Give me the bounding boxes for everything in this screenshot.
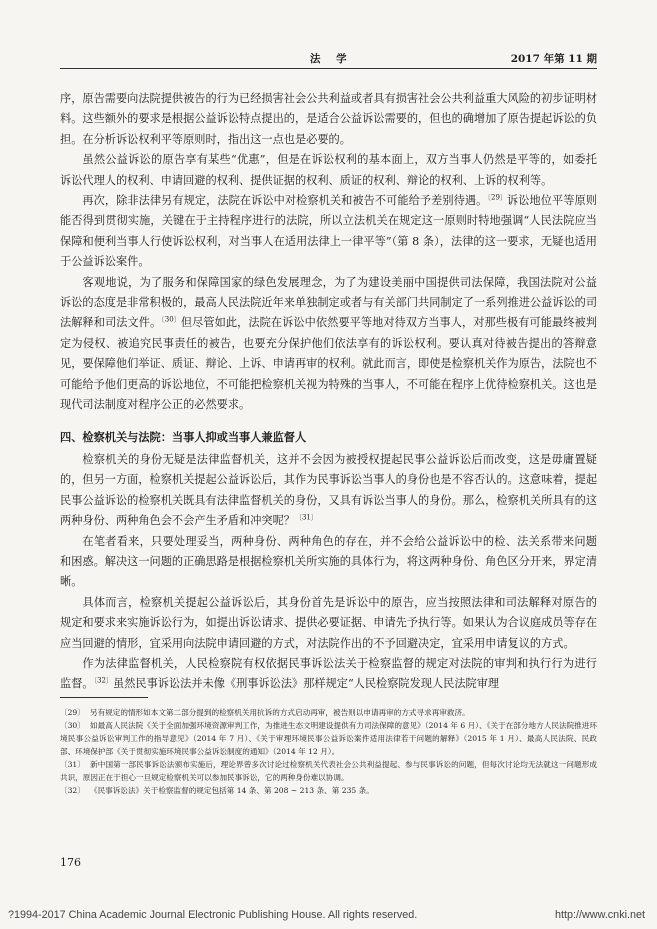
footnote-rule: [60, 697, 148, 698]
page-number: 176: [60, 856, 81, 869]
footnote-item: 〔29〕 另有规定的情形如本文第二部分提到的检察机关用抗诉的方式启动再审，被告则以申请再审的方式寻求再审救济。: [60, 708, 470, 717]
footnote-item: 〔32〕 《民事诉讼法》关于检察监督的规定包括第 14 条、第 208 ~ 213 条、第 235 条。: [60, 786, 374, 795]
body-paragraph: 在笔者看来，只要处理妥当，两种身份、两种角色的存在，并不会给公益诉讼中的检、法关系带来问题和困惑。解决这一问题的正确思路是根据检察机关所实施的具体行为，将这两种身份、角色区分开来，界定清晰。: [60, 534, 598, 589]
footnote-item: 〔30〕 如最高人民法院《关于全面加强环境资源审判工作，为推进生态文明建设提供有力司法保障的意见》（2014 年 6 月）、《关于在部分地方人民法院推进环境民事公益诉讼审判工作的指导意见》（2014 年 7 月）、《关于审理环境民事公益诉讼案件适用法律若干问题的解释》（2015 年 1 月）、最高人民法院、民政部、环境保护部《关于贯彻实施环境民事公益诉讼制度的通知》（2014 年 12 月）。: [60, 721, 597, 756]
body-paragraph: 虽然公益诉讼的原告享有某些“优惠”，但是在诉讼权利的基本面上，双方当事人仍然是平等的，如委托诉讼代理人的权利、申请回避的权利、提供证据的权利、质证的权利、辩论的权利、上诉的权利等。: [60, 153, 597, 187]
article-body: [60, 89, 597, 695]
body-paragraph: 具体而言，检察机关提起公益诉讼后，其身份首先是诉讼中的原告，应当按照法律和司法解释对原告的规定和要求来实施诉讼行为，如提出诉讼请求、提供必要证据、申请先予执行等。如果认为合议庭成员等存在应当回避的情形，宜采用向法院申请回避的方式，对法院作出的不予回避决定，宜采用申请复议的方式。: [60, 595, 598, 650]
footnote-number: 〔32〕: [60, 786, 85, 795]
body-paragraph: 客观地说，为了服务和保障国家的绿色发展理念，为了为建设美丽中国提供司法保障，我国法院对公益诉讼的态度是非常积极的，最高人民法院近年来单独制定或者与有关部门共同制定了一系列推进公益诉讼的司法解释和司法文件。$^{〔30〕}$但尽管如此，法院在诉讼中依然要平等地对待双方当事人，对那些极有可能最终被判定为侵权、被追究民事责任的被告，也要充分保护他们依法享有的诉讼权利。要认真对待被告提出的答辩意见，要保障他们举证、质证、辩论、上诉、申请再审的权利。就此而言，即使是检察机关作为原告，法院也不可能给予他们更高的诉讼地位，不可能把检察机关视为特殊的当事人，不可能在程序上优待检察机关。这也是现代司法制度对程序公正的必然要求。: [60, 275, 598, 412]
running-head-issue: 2017 年第 11 期: [510, 53, 597, 65]
footnote-number: 〔29〕: [60, 708, 85, 717]
source-url[interactable]: http://www.cnki.net: [554, 909, 645, 921]
copyright-watermark: ?1994-2017 China Academic Journal Electronic Publishing House. All rights reserved.: [8, 909, 418, 921]
body-paragraph: 检察机关的身份无疑是法律监督机关，这并不会因为被授权提起民事公益诉讼后而改变，这是毋庸置疑的，但另一方面，检察机关提起公益诉讼后，其作为民事诉讼当事人的身份也是不容否认的。这意味着，提起民事公益诉讼的检察机关既具有法律监督机关的身份，又具有诉讼当事人的身份。那么，检察机关所具有的这两种身份、两种角色会不会产生矛盾和冲突呢？$^{〔31〕}$: [60, 452, 598, 528]
footnote-item: 〔31〕 新中国第一部民事诉讼法颁布实施后，理论界曾多次讨论过检察机关代表社会公共利益提起、参与民事诉讼的问题，但每次讨论均无法就这一问题形成共识，原因正在于担心一旦规定检察机关可以参加民事诉讼，它的两种身份难以协调。: [60, 760, 597, 782]
body-paragraph: 再次，除非法律另有规定，法院在诉讼中对检察机关和被告不可能给予差别待遇。$^{〔29〕}$诉讼地位平等原则能否得到贯彻实施，关键在于主持程序进行的法院，所以立法机关在规定这一原则时特地强调“人民法院应当保障和便利当事人行使诉讼权利，对当事人在适用法律上一律平等”（第 8 条），法律的这一要求，无疑也适用于公益诉讼案件。: [60, 193, 597, 269]
body-paragraph: 序，原告需要向法院提供被告的行为已经损害社会公共利益或者具有损害社会公共利益重大风险的初步证明材料。这些额外的要求是根据公益诉讼特点提出的，是适合公益诉讼需要的，但也的确增加了原告提起诉讼的负担。在分析诉讼权利平等原则时，指出这一点也是必要的。: [60, 92, 598, 146]
section-heading: 四、检察机关与法院：当事人抑或当事人兼监督人: [60, 430, 307, 444]
footnote-number: 〔30〕: [60, 721, 85, 730]
footnotes: [60, 706, 597, 797]
footnote-ref-30[interactable]: 〔30〕: [161, 315, 181, 324]
header-rule: [60, 68, 597, 69]
footnote-number: 〔31〕: [60, 760, 85, 769]
body-paragraph: 作为法律监督机关，人民检察院有权依据民事诉讼法关于检察监督的规定对法院的审判和执行行为进行监督。$^{〔32〕}$虽然民事诉讼法并未像《刑事诉讼法》那样规定“人民检察院发现人民法院审理: [60, 656, 597, 691]
footnote-ref-31[interactable]: 〔31〕: [294, 513, 318, 522]
running-head-journal: 法 学: [310, 53, 353, 65]
footnote-ref-32[interactable]: 〔32〕: [93, 676, 113, 685]
footnote-ref-29[interactable]: 〔29〕: [487, 193, 508, 202]
